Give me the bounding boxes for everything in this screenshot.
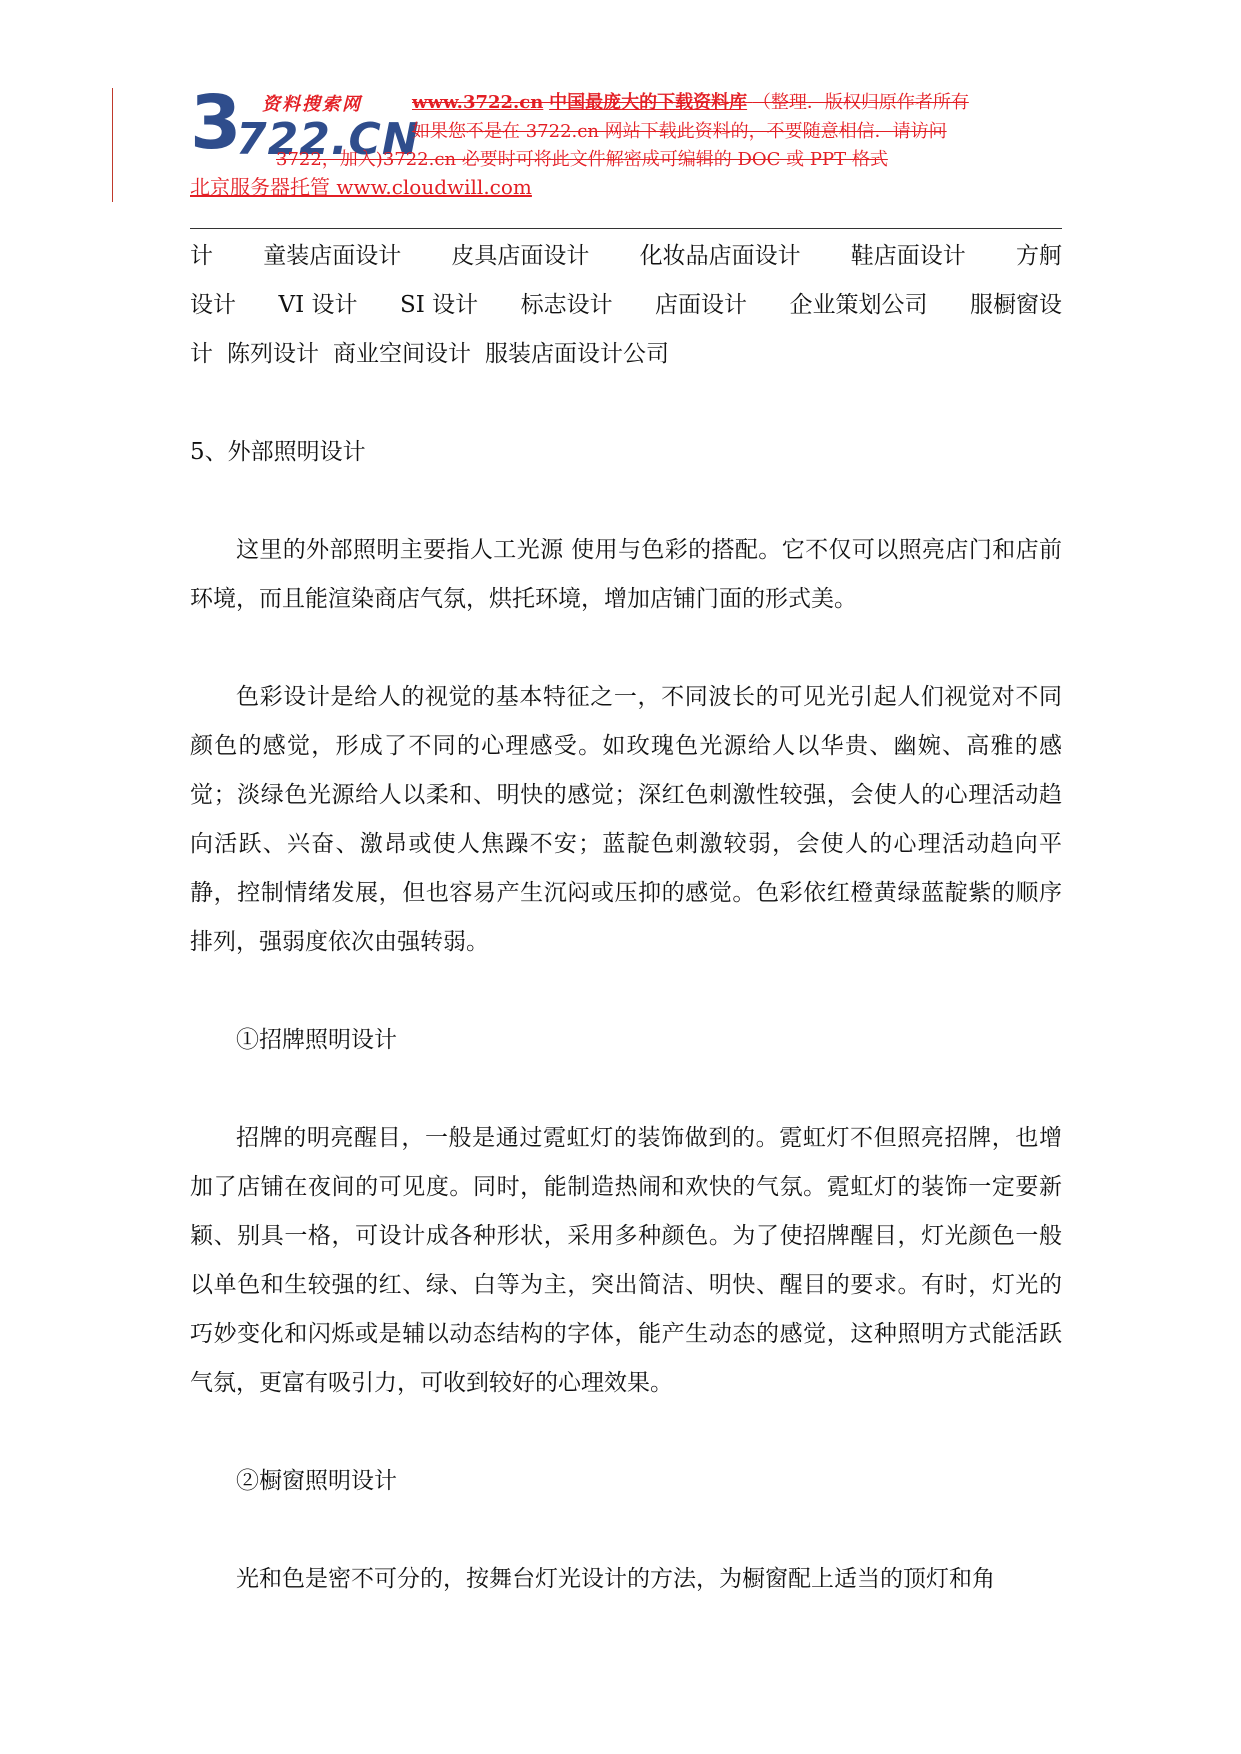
header-divider — [190, 228, 1062, 229]
tag-item: VI 设计 — [278, 292, 358, 318]
margin-bar — [112, 88, 113, 202]
hosting-link[interactable]: 北京服务器托管 www.cloudwill.com — [190, 175, 532, 199]
tag-item: 计 — [190, 243, 213, 269]
paragraph-color: 色彩设计是给人的视觉的基本特征之一，不同波长的可见光引起人们视觉对不同颜色的感觉，形成了不同的心理感受。如玫瑰色光源给人以华贵、幽婉、高雅的感觉；淡绿色光源给人以柔和、明快的感觉；深红色刺激性较强，会使人的心理活动趋向活跃、兴奋、激昂或使人焦躁不安；蓝靛色刺激较弱，会使人的心理活动趋向平静，控制情绪发展，但也容易产生沉闷或压抑的感觉。色彩依红橙黄绿蓝靛紫的顺序排列，强弱度依次由强转弱。 — [190, 684, 1062, 955]
tag-item: SI 设计 — [399, 292, 479, 318]
tag-row-1 — [190, 232, 1062, 281]
tag-item: 店面设计 — [655, 292, 748, 318]
section-title: 5、外部照明设计 — [190, 439, 366, 465]
tag-item: 计 — [190, 341, 213, 367]
tag-item: 童装店面设计 — [263, 243, 402, 269]
document-body — [190, 232, 1062, 1604]
tag-item: 标志设计 — [520, 292, 613, 318]
paragraph-window-lighting: 光和色是密不可分的，按舞台灯光设计的方法，为橱窗配上适当的顶灯和角 — [236, 1566, 995, 1592]
paragraph-sign-lighting: 招牌的明亮醒目，一般是通过霓虹灯的装饰做到的。霓虹灯不但照亮招牌，也增加了店铺在夜间的可见度。同时，能制造热闹和欢快的气氛。霓虹灯的装饰一定要新颖、别具一格，可设计成各种形状，采用多种颜色。为了使招牌醒目，灯光颜色一般以单色和生较强的红、绿、白等为主，突出简洁、明快、醒目的要求。有时，灯光的巧妙变化和闪烁或是辅以动态结构的字体，能产生动态的感觉，这种照明方式能活跃气氛，更富有吸引力，可收到较好的心理效果。 — [190, 1125, 1062, 1396]
header-copyright: （整理．版权归原作者所有 — [752, 92, 969, 113]
tag-item: 服装店面设计公司 — [485, 341, 669, 367]
tag-item: 企业策划公司 — [789, 292, 928, 318]
header-line-1 — [412, 91, 969, 115]
tag-item: 化妆品店面设计 — [639, 243, 801, 269]
tag-item: 鞋店面设计 — [850, 243, 966, 269]
header-url-link[interactable]: www.3722.cn — [412, 92, 544, 113]
header-line-2: 如果您不是在 3722.cn 网站下载此资料的，不要随意相信．请访问 — [412, 121, 947, 142]
tag-item: 陈列设计 — [227, 341, 319, 367]
logo-domain: 722.CN — [236, 114, 420, 165]
watermark-header — [190, 80, 1070, 206]
logo-tagline: 资料搜索网 — [262, 94, 362, 115]
tag-item: 服橱窗设 — [969, 292, 1062, 318]
tag-item: 商业空间设计 — [333, 341, 471, 367]
tag-row-3 — [190, 330, 1062, 379]
subheading-window-lighting: ②橱窗照明设计 — [236, 1468, 397, 1494]
header-brand: 中国最庞大的下载资料库 — [549, 92, 748, 113]
tag-item: 方舸 — [1015, 243, 1062, 269]
paragraph-intro: 这里的外部照明主要指人工光源 使用与色彩的搭配。它不仅可以照亮店门和店前环境，而且能渲染商店气氛，烘托环境，增加店铺门面的形式美。 — [190, 537, 1062, 612]
tag-item: 设计 — [190, 292, 236, 318]
logo-digit: 3 — [190, 80, 242, 166]
tag-row-2 — [190, 281, 1062, 330]
header-line-3: 3722，加入)3722.cn 必要时可将此文件解密成可编辑的 DOC 或 PPT 格式 — [276, 149, 888, 170]
tag-item: 皮具店面设计 — [451, 243, 590, 269]
subheading-sign-lighting: ①招牌照明设计 — [236, 1027, 397, 1053]
